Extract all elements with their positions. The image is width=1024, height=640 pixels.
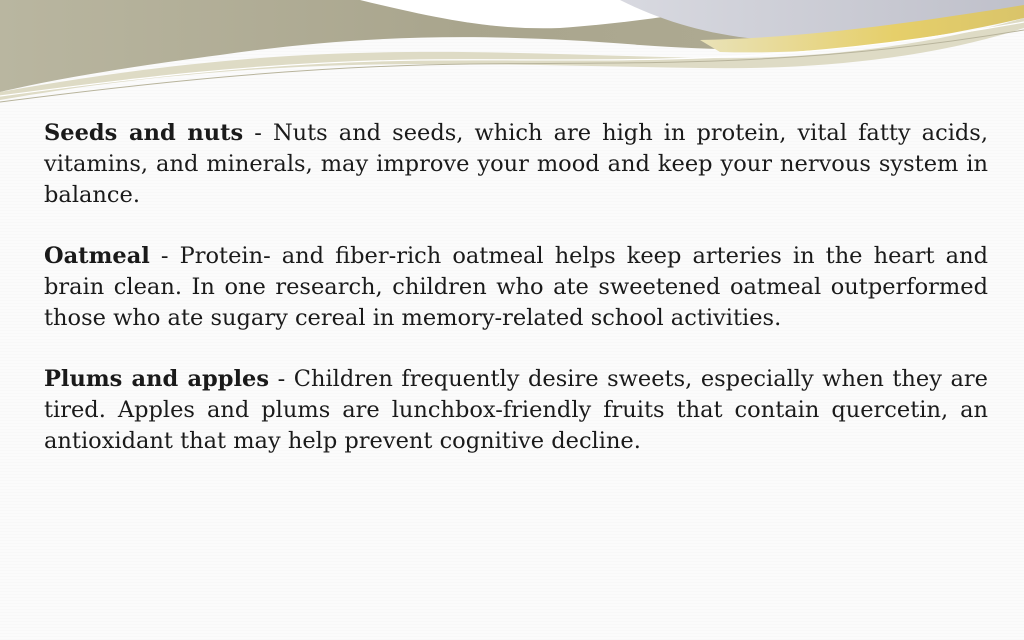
term-label: Oatmeal	[44, 243, 150, 269]
paragraph-seeds-and-nuts	[44, 118, 988, 211]
paragraph-text: Children frequently desire sweets, especially when they are tired. Apples and plums are lunchbox-friendly fruits that contain quercetin, an antioxidant that may help prevent cognitive decline.	[44, 366, 988, 454]
paragraph-plums-and-apples	[44, 364, 988, 457]
term-separator: -	[149, 243, 180, 269]
term-label: Seeds and nuts	[44, 120, 244, 146]
term-separator: -	[243, 120, 273, 146]
header-wave-decoration	[0, 0, 1024, 110]
content-area	[44, 118, 988, 487]
paragraph-text: Nuts and seeds, which are high in protein, vital fatty acids, vitamins, and minerals, may improve your mood and keep your nervous system in balance.	[44, 120, 988, 208]
term-label: Plums and apples	[44, 366, 270, 392]
term-separator: -	[269, 366, 294, 392]
paragraph-text: Protein- and fiber-rich oatmeal helps keep arteries in the heart and brain clean. In one research, children who ate sweetened oatmeal outperformed those who ate sugary cereal in memory-related school activities.	[44, 243, 988, 331]
paragraph-oatmeal	[44, 241, 988, 334]
